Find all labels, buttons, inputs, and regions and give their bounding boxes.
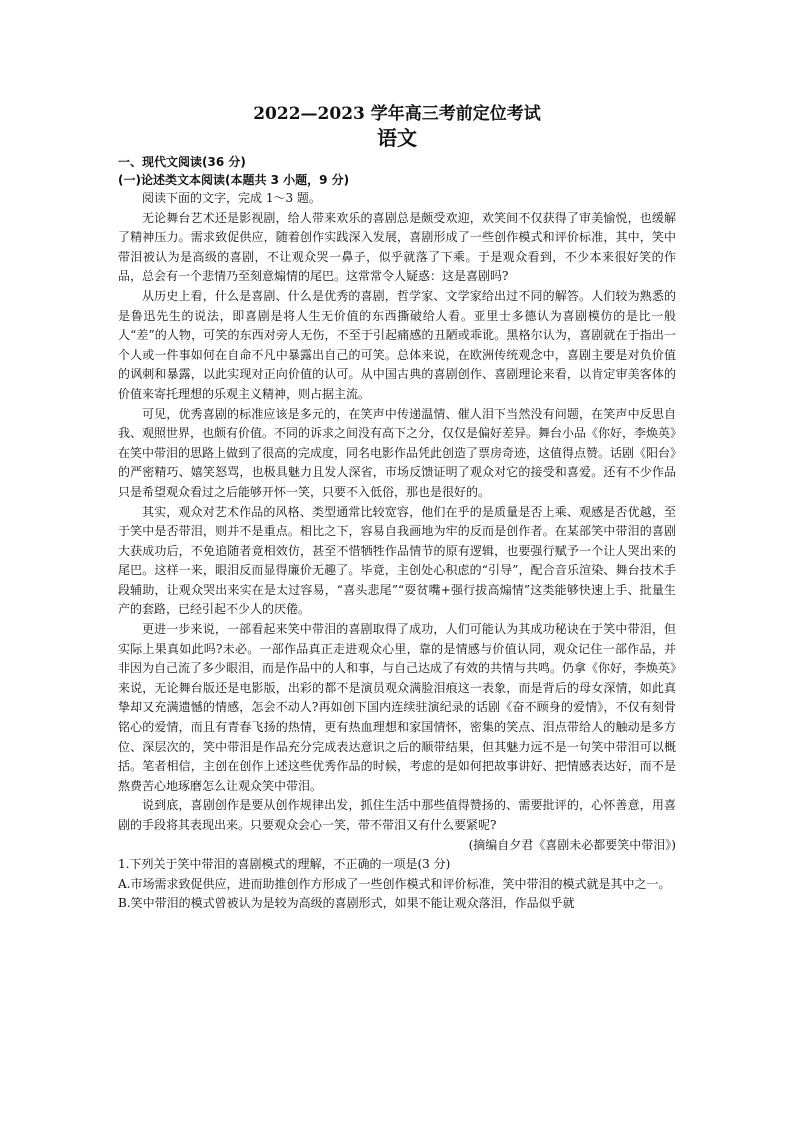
section-heading: 一、现代文阅读(36 分)	[118, 155, 246, 169]
question-1-stem: 1.下列关于笑中带泪的喜剧模式的理解，不正确的一项是(3 分)	[118, 857, 451, 872]
subject-title: 语文	[377, 126, 417, 150]
subsection-heading: (一)论述类文本阅读(本题共 3 小题，9 分)	[118, 173, 350, 187]
question-1-option-b: B.笑中带泪的模式曾被认为是较为高级的喜剧形式，如果不能让观众落泪，作品似乎就	[118, 896, 575, 911]
passage-source: (摘编自夕君《喜剧未必都要笑中带泪》)	[468, 837, 676, 852]
passage-paragraph-4: 其实，观众对艺术作品的风格、类型通常比较宽容，他们在乎的是质量是否上乘、观感是否优越，至于笑中是否带泪，则并不是重点。相比之下，容易自我画地为牢的反而是创作者。在某部笑中带泪的喜剧大获成功后，不免追随者竟相效仿，甚至不惜牺牲作品情节的原有逻辑，也要强行赋予一个让人哭出来的尾巴。这样一来，眼泪反而显得廉价无趣了。毕竟，主创处心积虑的“引导”，配合音乐渲染、舞台技术手段辅助，让观众哭出来实在是太过容易，“喜头悲尾”“耍贫嘴+强行拔高煽情”这类能够快速上手、批量生产的套路，已经引起不少人的厌倦。	[118, 504, 676, 617]
passage-paragraph-3: 可见，优秀喜剧的标准应该是多元的，在笑声中传递温情、催人泪下当然没有问题，在笑声中反思自我、观照世界，也颇有价值。不同的诉求之间没有高下之分，仅仅是偏好差异。舞台小品《你好，李焕英》在笑中带泪的思路上做到了很高的完成度，同名电影作品凭此创造了票房奇迹，这值得点赞。话剧《阳台》的严密精巧、嬉笑怒骂，也极具魅力且发人深省，市场反馈证明了观众对它的接受和喜爱。还有不少作品只是希望观众看过之后能够开怀一笑，只要不入低俗，那也是很好的。	[118, 406, 677, 499]
passage-paragraph-2: 从历史上看，什么是喜剧、什么是优秀的喜剧，哲学家、文学家给出过不同的解答。人们较为熟悉的是鲁迅先生的说法，即喜剧是将人生无价值的东西撕破给人看。亚里士多德认为喜剧模仿的是比一般人“差”的人物，可笑的东西对旁人无伤，不至于引起痛感的丑陋或乖讹。黑格尔认为，喜剧就在于指出一个人或一件事如何在自命不凡中暴露出自己的可笑。总体来说，在欧洲传统观念中，喜剧主要是对负价值的讽刺和暴露，以此实现对正向价值的认可。从中国古典的喜剧创作、喜剧理论来看，以肯定审美客体的价值来寄托理想的乐观主义精神，则占据主流。	[118, 288, 676, 401]
passage-paragraph-5: 更进一步来说，一部看起来笑中带泪的喜剧取得了成功，人们可能认为其成功秘诀在于笑中带泪，但实际上果真如此吗?未必。一部作品真正走进观众心里，靠的是情感与价值认同，观众记住一部作品，并非因为自己流了多少眼泪，而是作品中的人和事，与自己达成了有效的共情与共鸣。仍拿《你好，李焕英》来说，无论舞台版还是电影版，出彩的都不是演员观众满脸泪痕这一表象，而是背后的母女深情，如此真挚却又充满遗憾的情感，怎会不动人?再如创下国内连续驻演纪录的话剧《奋不顾身的爱情》，不仅有刻骨铭心的爱情，而且有青春飞扬的热情，更有热血理想和家国情怀，密集的笑点、泪点带给人的触动是多方位、深层次的，笑中带泪是作品充分完成表达意识之后的顺带结果，但其魅力远不是一句笑中带泪可以概括。笔者相信，主创在创作上述这些优秀作品的时候，考虑的是如何把故事讲好、把情感表达好，而不是熬费苦心地琢磨怎么让观众笑中带泪。	[118, 622, 677, 793]
exam-page	[118, 103, 676, 914]
question-1-option-a: A.市场需求致促供应，进而助推创作方形成了一些创作模式和评价标准，笑中带泪的模式就是其中之一。	[118, 876, 671, 891]
reading-instruction: 阅读下面的文字，完成 1～3 题。	[142, 191, 321, 205]
exam-title: 2022—2023 学年高三考前定位考试	[253, 104, 541, 124]
passage-paragraph-1: 无论舞台艺术还是影视剧，给人带来欢乐的喜剧总是颇受欢迎，欢笑间不仅获得了审美愉悦，也缓解了精神压力。需求致促供应，随着创作实践深入发展，喜剧形成了一些创作模式和评价标准，其中，笑中带泪被认为是高级的喜剧，不让观众哭一鼻子，似乎就落了下乘。于是观众看到，不少本来很好笑的作品，总会有一个悲情乃至刻意煽情的尾巴。这常常令人疑惑：这是喜剧吗?	[118, 210, 676, 284]
passage-paragraph-6: 说到底，喜剧创作是要从创作规律出发，抓住生活中那些值得赞扬的、需要批评的，心怀善意，用喜剧的手段将其表现出来。只要观众会心一笑，带不带泪又有什么要紧呢?	[118, 798, 676, 832]
